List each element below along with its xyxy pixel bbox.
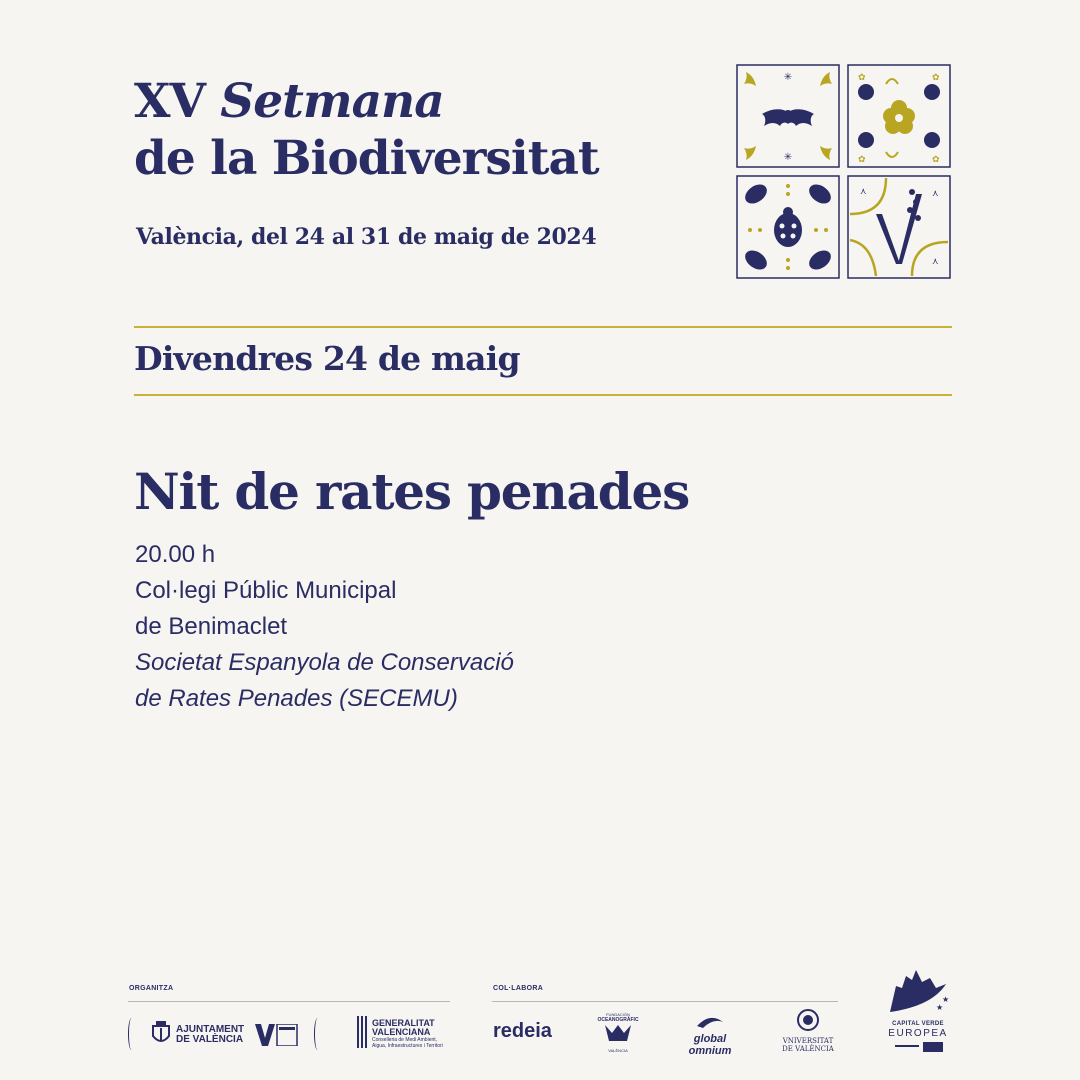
svg-text:✳: ✳	[783, 152, 793, 163]
svg-text:⋏: ⋏	[932, 189, 939, 199]
oceanografic-icon	[603, 1023, 633, 1043]
title-xv: XV	[134, 74, 221, 129]
ajuntament-logo	[176, 1025, 244, 1045]
date-rule-bottom	[134, 394, 952, 396]
ajuntament-crest-icon	[150, 1020, 172, 1046]
svg-text:✿: ✿	[932, 155, 940, 165]
title-line-1	[134, 74, 444, 129]
svg-text:★: ★	[936, 1003, 944, 1012]
generalitat-line2: VALENCIANA	[372, 1027, 431, 1037]
universitat-line1: VNIVERSITAT	[782, 1037, 834, 1045]
bat-icon	[762, 109, 814, 126]
collabora-label: COL·LABORA	[493, 985, 544, 992]
svg-text:✿: ✿	[858, 155, 866, 165]
capital-verde-line1: CAPITAL VERDE	[892, 1021, 944, 1027]
oceanografic-logo	[596, 1012, 640, 1053]
event-organizer-line2: de Rates Penades (SECEMU)	[135, 685, 458, 712]
event-organizer-line1: Societat Espanyola de Conservació	[135, 649, 514, 676]
svg-text:✿: ✿	[858, 73, 866, 83]
event-place-line2: de Benimaclet	[135, 613, 288, 640]
event-details	[135, 537, 514, 717]
generalitat-stripes-icon	[357, 1016, 369, 1048]
tiles-illustration	[736, 64, 952, 280]
universitat-seal-icon	[796, 1008, 820, 1032]
svg-text:★: ★	[942, 995, 950, 1004]
generalitat-logo	[372, 1019, 443, 1049]
collabora-rule	[492, 1001, 838, 1002]
capital-verde-line2: EUROPEA	[888, 1028, 948, 1039]
capital-verde-logo	[884, 966, 952, 1057]
bracket-left-icon	[128, 1018, 135, 1050]
svg-text:✳: ✳	[783, 72, 793, 83]
capital-verde-icon	[886, 966, 950, 1016]
bracket-right-icon	[314, 1018, 321, 1050]
ladybug-icon	[774, 207, 802, 247]
oceanografic-label: OCEANOGRÀFIC	[597, 1017, 639, 1023]
global-omnium-label: global omnium	[688, 1033, 732, 1057]
event-title: Nit de rates penades	[134, 462, 690, 521]
ajuntament-line2: DE VALÈNCIA	[176, 1034, 244, 1045]
global-omnium-icon	[693, 1016, 727, 1030]
ajuntament-line1: AJUNTAMENT	[176, 1024, 245, 1035]
event-time: 20.00 h	[135, 541, 216, 568]
organitza-label: ORGANITZA	[129, 985, 174, 992]
day-heading: Divendres 24 de maig	[134, 339, 520, 378]
flower-icon	[883, 100, 915, 134]
fundacion-label: FUNDACIÓN	[606, 1012, 630, 1017]
organitza-rule	[128, 1001, 450, 1002]
svg-text:✿: ✿	[932, 73, 940, 83]
date-rule-top	[134, 326, 952, 328]
universitat-logo	[778, 1008, 838, 1053]
subtitle-dates: València, del 24 al 31 de maig de 2024	[136, 224, 597, 250]
plant-icon	[876, 189, 922, 264]
title-setmana: Setmana	[220, 74, 444, 129]
generalitat-line1: GENERALITAT	[372, 1018, 435, 1028]
redeia-logo: redeia	[493, 1020, 552, 1042]
svg-text:⋏: ⋏	[932, 257, 939, 267]
svg-text:⋏: ⋏	[860, 187, 867, 197]
v-logo-icon	[255, 1024, 299, 1046]
event-place-line1: Col·legi Públic Municipal	[135, 577, 397, 604]
oceanografic-city: VALÈNCIA	[608, 1048, 628, 1053]
title-line-2: de la Biodiversitat	[134, 131, 599, 186]
global-omnium-logo	[672, 1016, 748, 1057]
generalitat-sub1: Conselleria de Medi Ambient,	[372, 1037, 438, 1043]
universitat-line2: DE VALÈNCIA	[782, 1045, 834, 1053]
generalitat-sub2: Aigua, Infraestructures i Territori	[372, 1043, 443, 1049]
capital-verde-skyline-icon	[893, 1040, 943, 1052]
